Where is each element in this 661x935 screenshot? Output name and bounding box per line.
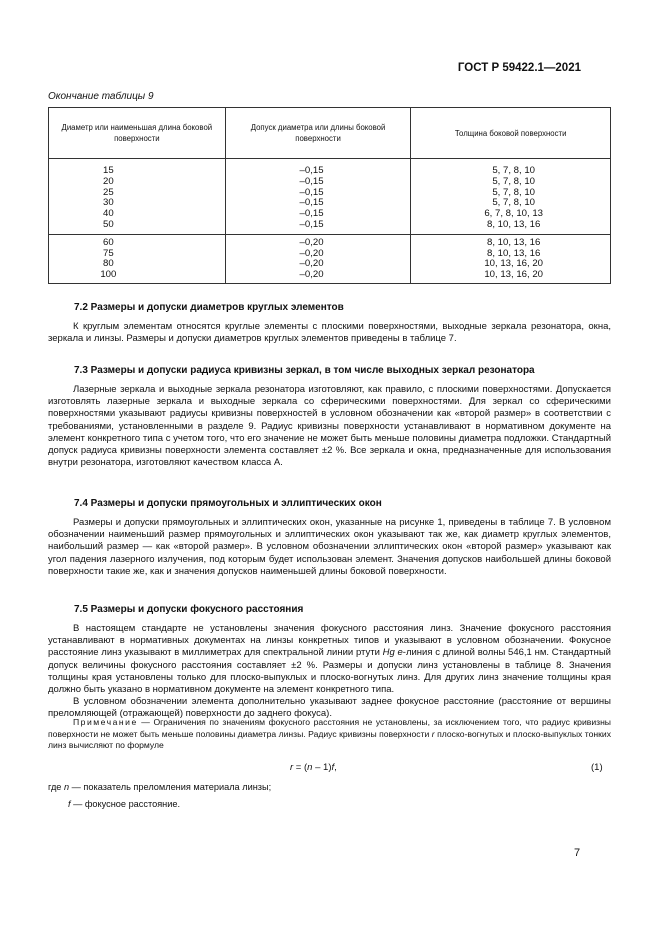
table-row-group-1 — [49, 159, 611, 235]
page-number: 7 — [574, 847, 581, 859]
document-standard-header: ГОСТ Р 59422.1—2021 — [457, 62, 581, 74]
section-heading-7-3: 7.3 Размеры и допуски радиуса кривизны зеркал, в том числе выходных зеркал резонатора — [74, 365, 535, 376]
section-7-2-text — [48, 321, 611, 345]
hg-line-symbol: Hg e — [382, 647, 403, 659]
cell-diameters: 60 75 80 100 — [49, 234, 226, 283]
section-7-5-text — [48, 623, 611, 721]
section-heading-7-4: 7.4 Размеры и допуски прямоугольных и эллиптических окон — [74, 498, 382, 509]
table-header-row — [49, 108, 611, 159]
tolerance-table — [48, 107, 611, 284]
paragraph: Лазерные зеркала и выходные зеркала резонатора изготовляют, как правило, с плоскими поверхностями. Допускается изготовлять лазерные зеркала и выходные зеркала со сферическими поверхностями. Для зеркал со сферическими поверхностями указывают радиусы кривизны поверхностей в условном обозначении как «второй размер» в соответствии с требованиями, установленными в разделе 9. Радиус кривизны поверхности устанавливают в нормативном документе на элемент конкретного типа с учетом того, что его значение не может быть меньше половины диаметра подложки. Стандартный допуск радиуса кривизны поверхности элемента составляет ±2 %. Все зеркала и окна, предназначенные для использования внутри резонатора, изготовляют качеством класса А. — [48, 384, 611, 469]
paragraph: В условном обозначении элемента дополнительно указывают заднее фокусное расстояние (расстояние от вершины преломляющей (отражающей) поверхности до заднего фокуса). — [48, 696, 611, 720]
formula-number: (1) — [591, 762, 603, 773]
where-f: f — фокусное расстояние. — [68, 799, 181, 809]
paragraph: В настоящем стандарте не установлены значения фокусного расстояния линз. Значение фокусного расстояния устанавливают в нормативных документах на линзы конкретных типов и указывают в условном обозначении. Фокусное расстояние линз указывают в миллиметрах для спектральной линии ртути Hg e-линия с длиной волны 546,1 нм. Стандартный допуск величины фокусного расстояния составляет ±2 %. Размеры и допуски линз установлены в таблице 8. Значения толщины края установлены только для плоско-выпуклых и плоско-вогнутых линз. Для других линз значение толщины края должно быть указано в нормативном документе на элемент конкретного типа. — [48, 623, 611, 696]
column-header-diameter: Диаметр или наименьшая длина боковой поверхности — [49, 108, 226, 159]
cell-tolerances: –0,15 –0,15 –0,15 –0,15 –0,15 –0,15 — [225, 159, 411, 235]
section-heading-7-5: 7.5 Размеры и допуски фокусного расстояния — [74, 604, 304, 615]
cell-thickness: 8, 10, 13, 16 8, 10, 13, 16 10, 13, 16, 20 10, 13, 16, 20 — [411, 234, 611, 283]
table-caption: Окончание таблицы 9 — [48, 91, 154, 102]
note-block — [48, 717, 611, 752]
cell-thickness: 5, 7, 8, 10 5, 7, 8, 10 5, 7, 8, 10 5, 7, 8, 10 6, 7, 8, 10, 13 8, 10, 13, 16 — [411, 159, 611, 235]
formula: r = (n – 1)f, — [290, 762, 337, 773]
note-label: Примечание — [73, 717, 138, 727]
table-row-group-2 — [49, 234, 611, 283]
column-header-thickness: Толщина боковой поверхности — [411, 108, 611, 159]
cell-diameters: 15 20 25 30 40 50 — [49, 159, 226, 235]
note-text: Примечание — Ограничения по значениям фокусного расстояния не установлены, за исключением того, что радиус кривизны поверхности не может быть меньше половины диаметра линзы. Радиус кривизны поверхности r плоско-вогнутых и плоско-выпуклых тонких линз вычисляют по формуле — [48, 717, 611, 750]
section-7-4-text — [48, 517, 611, 578]
column-header-tolerance: Допуск диаметра или длины боковой поверхности — [225, 108, 411, 159]
section-7-3-text — [48, 384, 611, 469]
cell-tolerances: –0,20 –0,20 –0,20 –0,20 — [225, 234, 411, 283]
section-heading-7-2: 7.2 Размеры и допуски диаметров круглых элементов — [74, 302, 344, 313]
where-n: где n — показатель преломления материала линзы; — [48, 782, 272, 792]
paragraph: Размеры и допуски прямоугольных и эллиптических окон, указанные на рисунке 1, приведены в таблице 7. В условном обозначении наименьший размер прямоугольных и эллиптических окон указывают так же, как диаметр круглых элементов, наибольший размер — как «второй размер». В условном обозначении эллиптических окон «второй размер» указывают как угол падения лазерного излучения, под которым будет использован элемент. Значения допусков наибольшей длины боковой поверхности такие же, как и значения допусков наименьшей длины боковой поверхности. — [48, 517, 611, 577]
paragraph: К круглым элементам относятся круглые элементы с плоскими поверхностями, выходные зеркала резонатора, окна, зеркала и линзы. Размеры и допуски диаметров круглых элементов приведены в таблице 7. — [48, 321, 611, 345]
